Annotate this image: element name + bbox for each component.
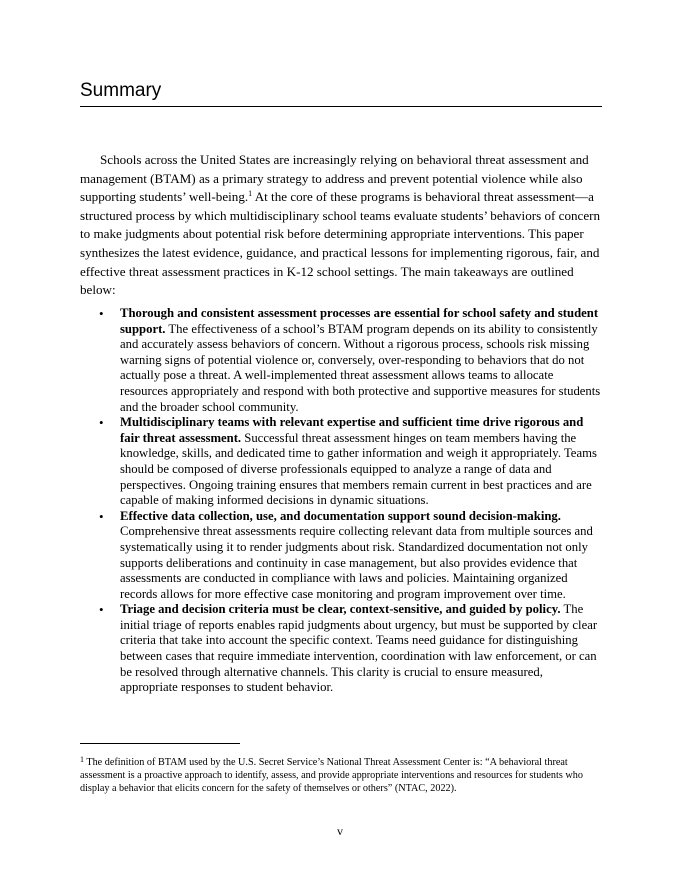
- takeaway-body: Comprehensive threat assessments require collecting relevant data from multiple sources and systematically using it to render judgments about risk. Standardized documentation not only supports deliberations and continuity in case management, but also provides evidence that assessments are conducted in compliance with laws and policies. Maintaining organized records allows for more effective case monitoring and program improvement over time.: [120, 524, 593, 601]
- takeaway-item-1: [80, 306, 603, 415]
- footnote: [80, 756, 602, 796]
- footnote-number: 1: [80, 755, 84, 764]
- takeaway-item-4: [80, 602, 603, 696]
- bullet-icon: •: [99, 602, 104, 618]
- section-heading: Summary: [80, 80, 162, 101]
- takeaway-lead: Multidisciplinary teams with relevant expertise and sufficient time drive rigorous and fair threat assessment.: [120, 415, 584, 445]
- footnote-text: The definition of BTAM used by the U.S. Secret Service’s National Threat Assessment Center is: “A behavioral threat assessment is a proactive approach to identify, assess, and provide appropriate interventions and resources for students who display a behavior that elicits concern for the safety of themselves or others” (NTAC, 2022).: [80, 757, 583, 795]
- takeaway-body: The effectiveness of a school’s BTAM program depends on its ability to consistently and accurately assess behaviors of concern. Without a rigorous process, schools risk missing warning signs of potential violence or, conversely, over-responding to behaviors that do not actually pose a threat. A well-implemented threat assessment allows teams to allocate resources appropriately and respond with both protective and supportive measures for students and the broader school community.: [120, 321, 601, 414]
- intro-paragraph: [80, 151, 603, 300]
- takeaway-item-3: [80, 509, 603, 603]
- page-number: v: [337, 824, 343, 838]
- takeaways-list: [80, 306, 603, 696]
- takeaway-body: The initial triage of reports enables rapid judgments about urgency, but must be supported by clear criteria that take into account the specific context. Teams need guidance for distinguishing between cases that require immediate intervention, coordination with law enforcement, or can be resolved through alternative channels. This clarity is crucial to ensure measured, appropriate responses to student behavior.: [120, 602, 598, 695]
- takeaway-item-2: [80, 415, 603, 509]
- bullet-icon: •: [99, 415, 104, 431]
- footnote-reference[interactable]: 1: [248, 189, 253, 199]
- bullet-icon: •: [99, 306, 104, 321]
- heading-rule: [80, 106, 602, 107]
- intro-text-part-2: At the core of these programs is behavioral threat assessment—a structured process by which multidisciplinary school teams evaluate students’ behaviors of concern to make judgments about potential risk before determining appropriate interventions. This paper synthesizes the latest evidence, guidance, and practical lessons for implementing rigorous, fair, and effective threat assessment practices in K-12 school settings. The main takeaways are outlined below:: [80, 189, 601, 298]
- takeaway-lead: Thorough and consistent assessment processes are essential for school safety and student support.: [120, 306, 599, 336]
- takeaway-lead: Triage and decision criteria must be clear, context-sensitive, and guided by policy.: [120, 602, 561, 617]
- intro-text-part-1: Schools across the United States are increasingly relying on behavioral threat assessment and management (BTAM) as a primary strategy to address and prevent potential violence while also supporting students’ well-being.: [80, 152, 589, 205]
- takeaway-lead: Effective data collection, use, and documentation support sound decision-making.: [120, 508, 561, 523]
- footnote-separator: [80, 743, 240, 744]
- bullet-icon: •: [99, 508, 104, 524]
- takeaway-body: Successful threat assessment hinges on team members having the knowledge, skills, and dedicated time to gather information and weigh it appropriately. Teams should be composed of diverse professionals equipped to analyze a range of data and perspectives. Ongoing training ensures that members remain current in best practices and are capable of making informed decisions in dynamic situations.: [120, 430, 597, 508]
